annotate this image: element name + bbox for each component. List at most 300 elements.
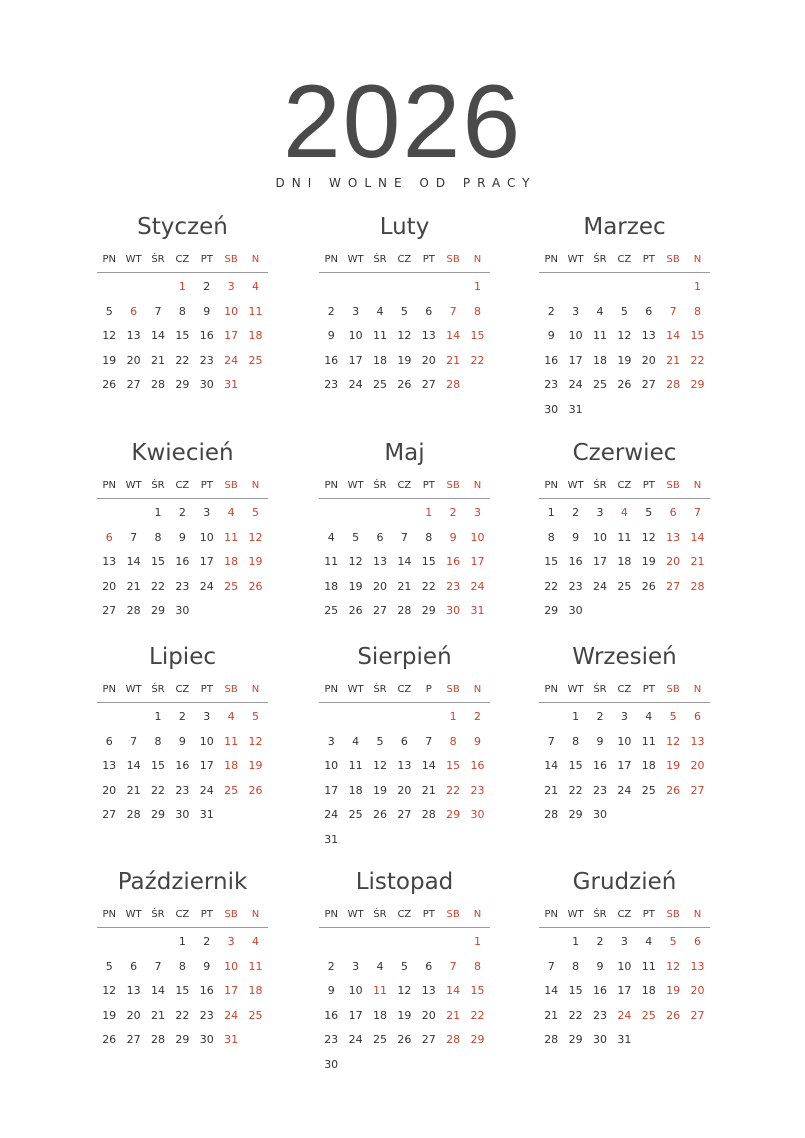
day: 28: [126, 808, 141, 821]
day: 22: [150, 783, 165, 797]
weekday-label: ŚR: [151, 909, 165, 920]
day-off: 29: [470, 1033, 485, 1046]
day: 20: [421, 1008, 436, 1022]
day-off: 26: [248, 579, 263, 593]
day-off: 21: [446, 1008, 461, 1022]
day-off: 14: [666, 329, 681, 342]
month-title: Kwiecień: [131, 440, 234, 466]
day: 9: [572, 530, 580, 544]
day: 3: [620, 935, 628, 948]
day: 4: [376, 959, 384, 973]
month-4: [97, 438, 268, 624]
day: 7: [547, 959, 555, 973]
day-off: 10: [224, 959, 239, 973]
day: 2: [178, 710, 186, 723]
day: 16: [568, 555, 583, 568]
day-off: 3: [474, 506, 482, 519]
day: 2: [327, 304, 335, 318]
day: 12: [617, 329, 632, 342]
day: 20: [102, 579, 117, 593]
month-3: [539, 212, 710, 422]
month-title: Październik: [117, 869, 248, 895]
day: 19: [641, 555, 656, 568]
day: 5: [400, 959, 408, 973]
day-off: 11: [224, 734, 239, 748]
day-off: 14: [690, 530, 705, 544]
day: 13: [372, 555, 387, 568]
day: 25: [617, 579, 632, 593]
month-title: Marzec: [583, 214, 666, 240]
day: 27: [397, 808, 412, 821]
month-title: Luty: [379, 214, 430, 240]
day: 5: [620, 304, 628, 318]
day-off: 25: [248, 353, 263, 367]
day-off: 17: [224, 329, 239, 342]
weekday-header: [97, 680, 268, 703]
day-off: 28: [446, 378, 461, 391]
day-off: 4: [227, 506, 235, 519]
day-off: 2: [474, 710, 482, 723]
day: 30: [199, 1033, 214, 1046]
day: 1: [572, 710, 580, 723]
day: 5: [376, 734, 384, 748]
day: 10: [199, 734, 214, 748]
day: 13: [421, 329, 436, 342]
weekday-header: [539, 680, 710, 703]
day: 22: [421, 579, 436, 593]
day-off: 25: [224, 579, 239, 593]
day: 25: [641, 783, 656, 797]
empty-cell: [343, 930, 367, 955]
empty-cell: [417, 930, 441, 955]
day: 21: [544, 1008, 559, 1022]
weekday-label: PT: [642, 254, 655, 265]
weekday-label: PN: [324, 684, 338, 695]
weekday-label: WT: [567, 684, 584, 695]
day: 2: [596, 935, 604, 948]
day-off: 16: [470, 759, 485, 772]
day: 29: [568, 1033, 583, 1046]
weekday-label: ŚR: [593, 480, 607, 491]
day: 13: [102, 759, 117, 772]
day-off: 15: [470, 329, 485, 342]
day-off: 1: [474, 280, 482, 293]
weekday-label: WT: [567, 480, 584, 491]
weekday-header: [97, 250, 268, 273]
empty-cell: [146, 275, 170, 300]
day: 15: [568, 984, 583, 997]
day-off: 27: [666, 579, 681, 593]
day: 26: [397, 1033, 412, 1046]
day-off: 3: [227, 935, 235, 948]
empty-cell: [539, 275, 563, 300]
day: 4: [376, 304, 384, 318]
month-title: Czerwiec: [572, 440, 677, 466]
day: 8: [547, 530, 555, 544]
month-6: [539, 438, 710, 624]
day-off: 24: [470, 579, 485, 593]
weekday-label: ŚR: [151, 684, 165, 695]
day-off: 16: [446, 555, 461, 568]
day: 3: [572, 304, 580, 318]
day-off: 21: [446, 353, 461, 367]
day: 17: [348, 353, 363, 367]
year-title: 2026: [282, 64, 523, 180]
month-1: [97, 212, 268, 398]
day-off: 6: [130, 304, 138, 318]
day: 6: [400, 734, 408, 748]
day-off: 28: [690, 579, 705, 593]
day: 29: [150, 808, 165, 821]
month-title: Grudzień: [572, 869, 677, 895]
weekday-label: CZ: [617, 480, 632, 491]
day: 5: [645, 506, 653, 519]
empty-cell: [343, 501, 367, 526]
weekday-label: N: [251, 909, 260, 920]
weekday-label: PN: [324, 480, 338, 491]
day: 7: [400, 530, 408, 544]
day-off: 3: [227, 280, 235, 293]
day-off: 25: [248, 1008, 263, 1022]
empty-cell: [368, 705, 392, 730]
weekday-label: ŚR: [151, 480, 165, 491]
days-grid: [319, 275, 490, 398]
day-off: 26: [666, 783, 681, 797]
weekday-label: N: [251, 684, 260, 695]
day: 12: [372, 759, 387, 772]
day-off: 5: [669, 935, 677, 948]
weekday-header: [319, 680, 490, 703]
day: 11: [641, 734, 656, 748]
day-off: 15: [446, 759, 461, 772]
weekday-label: SB: [224, 480, 238, 491]
day: 9: [596, 959, 604, 973]
empty-cell: [392, 705, 416, 730]
day-off: 25: [224, 783, 239, 797]
empty-cell: [368, 930, 392, 955]
empty-cell: [563, 275, 587, 300]
weekday-label: CZ: [175, 909, 190, 920]
day: 19: [397, 1008, 412, 1022]
day: 14: [544, 984, 559, 997]
weekday-label: PN: [102, 254, 116, 265]
day-off: 30: [446, 604, 461, 617]
day: 23: [175, 579, 190, 593]
day: 6: [376, 530, 384, 544]
weekday-label: WT: [125, 254, 142, 265]
day: 23: [568, 579, 583, 593]
weekday-label: PT: [200, 480, 213, 491]
month-8: [319, 642, 490, 852]
day: 28: [544, 1033, 559, 1046]
day-off: 22: [470, 353, 485, 367]
weekday-label: ŚR: [151, 254, 165, 265]
day: 28: [421, 808, 436, 821]
day: 14: [397, 555, 412, 568]
day: 17: [199, 555, 214, 568]
month-title: Listopad: [355, 869, 454, 895]
day: 29: [421, 604, 436, 617]
day: 29: [150, 604, 165, 617]
day: 10: [592, 530, 607, 544]
days-grid: [539, 930, 710, 1053]
weekday-label: SB: [224, 254, 238, 265]
day: 31: [324, 832, 339, 846]
day-off: 10: [470, 530, 485, 544]
day: 16: [175, 759, 190, 772]
day-off: 27: [690, 1008, 705, 1022]
day-off: 1: [425, 506, 433, 519]
day: 1: [178, 935, 186, 948]
day: 21: [126, 579, 141, 593]
day-off: 5: [252, 710, 260, 723]
day-off: 15: [470, 984, 485, 997]
empty-cell: [97, 930, 121, 955]
day-off: 12: [248, 734, 263, 748]
empty-cell: [319, 275, 343, 300]
day: 11: [372, 329, 387, 342]
day-off: 10: [224, 304, 239, 318]
day: 8: [572, 734, 580, 748]
weekday-label: SB: [224, 684, 238, 695]
day: 7: [154, 304, 162, 318]
weekday-label: WT: [347, 684, 364, 695]
days-grid: [97, 501, 268, 624]
day-off: 26: [248, 783, 263, 797]
day: 27: [421, 378, 436, 391]
day: 23: [199, 1008, 214, 1022]
day-off: 1: [474, 935, 482, 948]
day: 8: [154, 734, 162, 748]
day-off: 26: [666, 1008, 681, 1022]
weekday-label: N: [693, 684, 702, 695]
day: 29: [544, 604, 559, 617]
day: 27: [102, 604, 117, 617]
day: 27: [126, 1033, 141, 1046]
day: 22: [150, 579, 165, 593]
day-off: 18: [224, 555, 239, 568]
day: 17: [199, 759, 214, 772]
weekday-label: ŚR: [593, 909, 607, 920]
day: 17: [617, 984, 632, 997]
day-off: 9: [449, 530, 457, 544]
weekday-label: WT: [125, 684, 142, 695]
day: 7: [547, 734, 555, 748]
day: 22: [175, 353, 190, 367]
day: 15: [175, 984, 190, 997]
day-off: 18: [224, 759, 239, 772]
day: 21: [150, 353, 165, 367]
day: 30: [175, 604, 190, 617]
day: 16: [324, 353, 339, 367]
weekday-header: [539, 250, 710, 273]
day: 18: [372, 1008, 387, 1022]
day: 24: [348, 1033, 363, 1046]
day: 14: [544, 759, 559, 772]
day: 28: [126, 604, 141, 617]
day: 11: [592, 329, 607, 342]
day-off: 4: [252, 935, 260, 948]
day: 18: [641, 984, 656, 997]
day: 19: [102, 1008, 117, 1022]
day-off: 17: [224, 984, 239, 997]
day-off: 13: [666, 530, 681, 544]
day: 29: [568, 808, 583, 821]
day: 3: [596, 506, 604, 519]
month-title: Sierpień: [357, 644, 452, 670]
day: 30: [544, 402, 559, 416]
day: 15: [568, 759, 583, 772]
day: 3: [352, 304, 360, 318]
day: 15: [544, 555, 559, 568]
day: 4: [327, 530, 335, 544]
weekday-label: SB: [666, 684, 680, 695]
month-11: [319, 867, 490, 1077]
month-title: Lipiec: [149, 644, 216, 670]
day-off: 28: [666, 378, 681, 391]
day-off: 8: [449, 734, 457, 748]
day: 28: [150, 378, 165, 391]
month-title: Maj: [384, 440, 425, 466]
day: 12: [641, 530, 656, 544]
day: 13: [126, 984, 141, 997]
day: 14: [150, 329, 165, 342]
empty-cell: [121, 501, 145, 526]
day-off: 2: [449, 506, 457, 519]
weekday-label: PN: [544, 684, 558, 695]
day: 30: [568, 604, 583, 617]
weekday-label: CZ: [397, 254, 412, 265]
day: 11: [617, 530, 632, 544]
day-off: 19: [666, 984, 681, 997]
month-10: [97, 867, 268, 1053]
day-off: 11: [248, 304, 263, 318]
day: 17: [617, 759, 632, 772]
day: 15: [150, 759, 165, 772]
day: 23: [544, 378, 559, 391]
day: 10: [568, 329, 583, 342]
weekday-label: WT: [567, 909, 584, 920]
day: 7: [425, 734, 433, 748]
day-off: 6: [105, 530, 113, 544]
day: 30: [592, 1033, 607, 1046]
weekday-header: [319, 476, 490, 499]
weekday-label: CZ: [175, 254, 190, 265]
weekday-header: [97, 905, 268, 928]
day: 31: [199, 808, 214, 821]
weekday-label: CZ: [617, 684, 632, 695]
month-title: Wrzesień: [572, 644, 677, 670]
day: 7: [130, 530, 138, 544]
day: 9: [327, 984, 335, 997]
day: 23: [592, 1008, 607, 1022]
weekday-label: PN: [102, 684, 116, 695]
day: 9: [203, 959, 211, 973]
empty-cell: [368, 501, 392, 526]
days-grid: [97, 930, 268, 1053]
weekday-label: N: [693, 909, 702, 920]
day: 18: [324, 579, 339, 593]
day: 24: [568, 378, 583, 391]
day: 23: [324, 1033, 339, 1046]
day: 27: [126, 378, 141, 391]
day: 12: [102, 329, 117, 342]
day: 18: [592, 353, 607, 367]
day: 30: [592, 808, 607, 821]
day-off: 5: [252, 506, 260, 519]
weekday-label: PN: [544, 909, 558, 920]
day: 25: [592, 378, 607, 391]
weekday-label: PT: [422, 254, 435, 265]
day: 30: [175, 808, 190, 821]
weekday-label: CZ: [617, 254, 632, 265]
day: 3: [203, 506, 211, 519]
empty-cell: [392, 930, 416, 955]
weekday-label: ŚR: [373, 909, 387, 920]
day-off: 4: [252, 280, 260, 293]
empty-cell: [392, 275, 416, 300]
empty-cell: [588, 275, 612, 300]
day: 24: [324, 808, 339, 821]
day: 14: [150, 984, 165, 997]
day: 14: [126, 555, 141, 568]
day-off: 14: [446, 984, 461, 997]
day-off: 19: [248, 555, 263, 568]
day: 4: [352, 734, 360, 748]
weekday-label: ŚR: [593, 684, 607, 695]
day: 21: [544, 783, 559, 797]
day-off: 1: [178, 280, 186, 293]
weekday-label: PN: [102, 480, 116, 491]
day-off: 27: [690, 783, 705, 797]
day: 13: [641, 329, 656, 342]
day: 27: [102, 808, 117, 821]
day: 10: [348, 984, 363, 997]
empty-cell: [661, 275, 685, 300]
weekday-header: [319, 905, 490, 928]
weekday-label: ŚR: [373, 254, 387, 265]
day: 24: [348, 378, 363, 391]
day-off: 1: [449, 710, 457, 723]
weekday-label: P: [425, 684, 432, 695]
day-off: 21: [666, 353, 681, 367]
day: 23: [592, 783, 607, 797]
day: 19: [372, 783, 387, 797]
day: 13: [126, 329, 141, 342]
day: 16: [324, 1008, 339, 1022]
day: 3: [327, 734, 335, 748]
empty-cell: [417, 275, 441, 300]
day-off: 21: [690, 555, 705, 568]
day: 8: [572, 959, 580, 973]
empty-cell: [97, 705, 121, 730]
weekday-label: ŚR: [593, 254, 607, 265]
day-off: 17: [470, 555, 485, 568]
weekday-header: [539, 476, 710, 499]
day-off: 23: [470, 783, 485, 797]
empty-cell: [441, 275, 465, 300]
day-off: 24: [617, 1008, 632, 1022]
day: 12: [397, 984, 412, 997]
day: 2: [327, 959, 335, 973]
day: 7: [130, 734, 138, 748]
day: 10: [324, 759, 339, 772]
day-off: 31: [224, 378, 239, 391]
weekday-label: WT: [125, 480, 142, 491]
empty-cell: [97, 275, 121, 300]
month-9: [539, 642, 710, 828]
month-5: [319, 438, 490, 624]
